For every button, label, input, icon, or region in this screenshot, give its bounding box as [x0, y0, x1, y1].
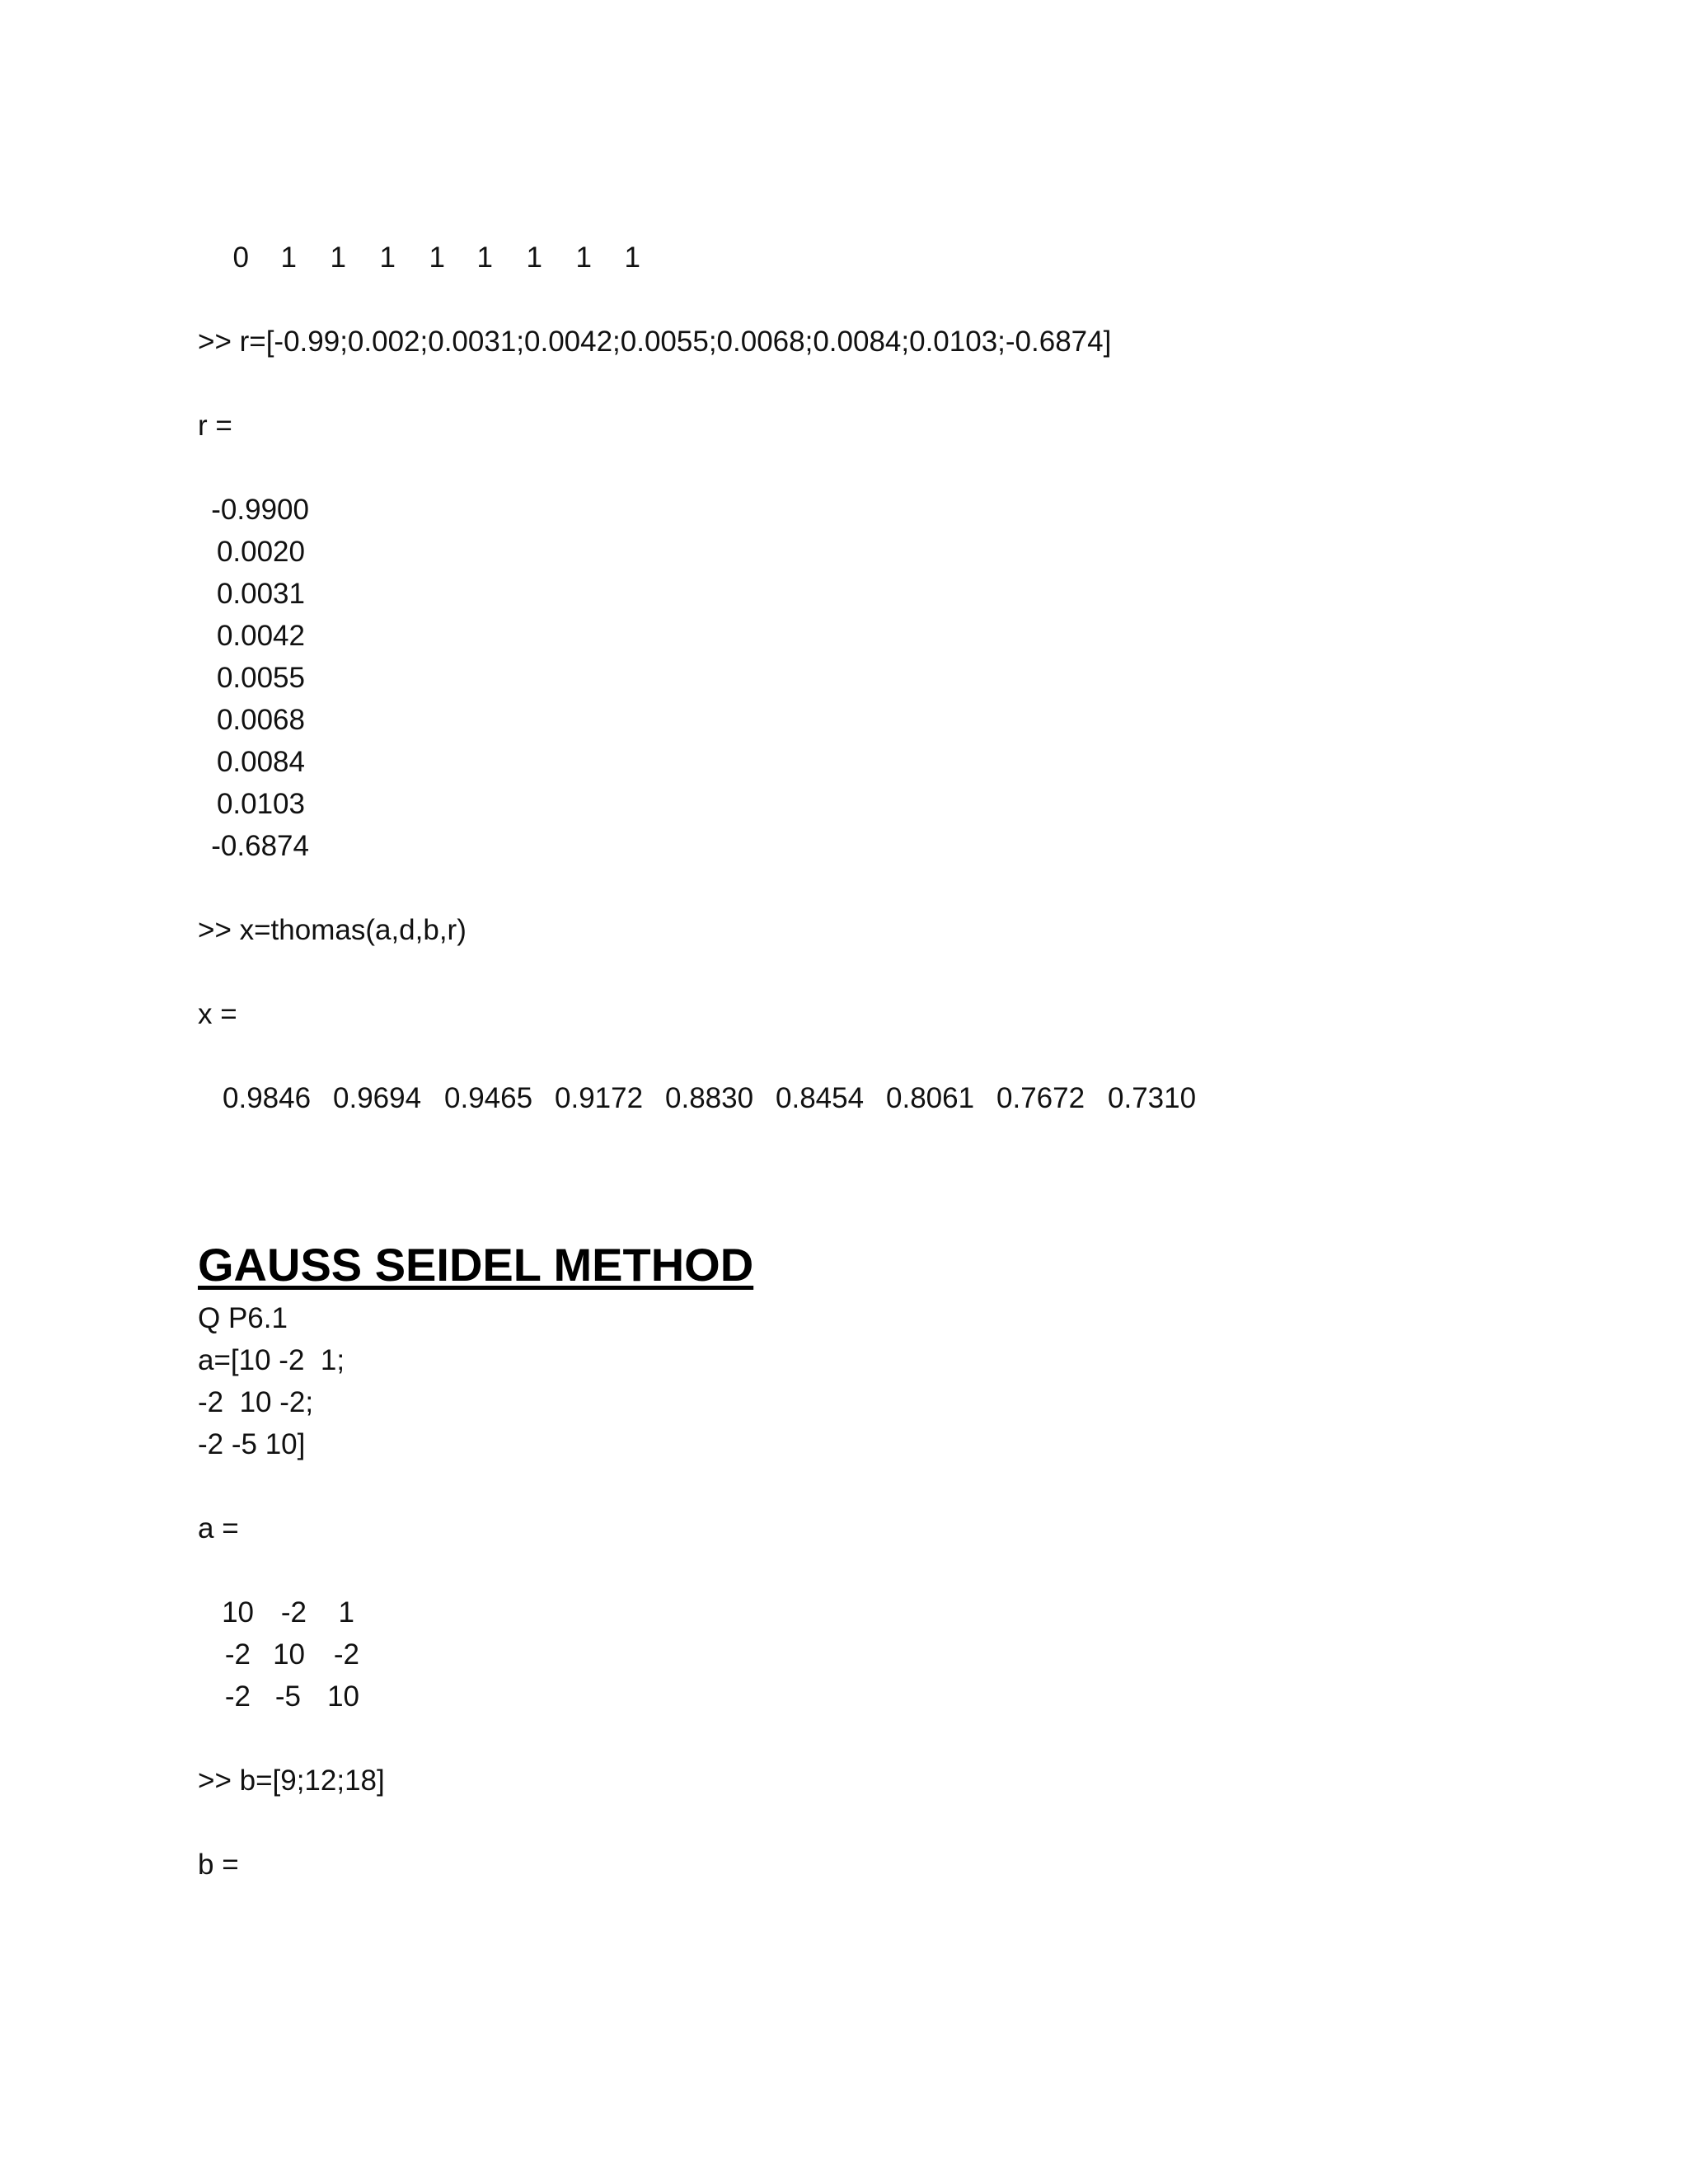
matrix-cell: -2 [224, 1638, 251, 1671]
section-heading: GAUSS SEIDEL METHOD [198, 1239, 754, 1291]
x-value: 0.8061 [886, 1082, 975, 1114]
r-value: 0.0068 [216, 704, 305, 736]
x-value: 0.9172 [555, 1082, 644, 1114]
x-value: 0.9694 [333, 1082, 422, 1114]
x-value: 0.8830 [665, 1082, 754, 1114]
r-value: 0.0020 [216, 536, 305, 568]
matrix-cell: 10 [327, 1680, 359, 1713]
matrix-a-input-line: -2 10 -2; [198, 1386, 314, 1418]
top-vector-value: 1 [280, 241, 297, 274]
r-value: -0.6874 [211, 830, 309, 862]
label-x: x = [198, 998, 237, 1030]
matrix-cell: 1 [338, 1596, 354, 1629]
label-a: a = [198, 1512, 239, 1544]
top-vector-value: 0 [232, 241, 249, 274]
matrix-cell: -2 [224, 1680, 251, 1713]
top-vector-value: 1 [624, 241, 640, 274]
top-vector-value: 1 [476, 241, 493, 274]
r-value: 0.0055 [216, 662, 305, 694]
question-label: Q P6.1 [198, 1302, 288, 1334]
matrix-a-input-line: -2 -5 10] [198, 1428, 306, 1460]
top-vector-value: 1 [526, 241, 542, 274]
x-value: 0.7310 [1108, 1082, 1197, 1114]
top-vector-value: 1 [575, 241, 592, 274]
top-vector-value: 1 [330, 241, 346, 274]
r-value: 0.0103 [216, 788, 305, 820]
x-value: 0.9846 [223, 1082, 312, 1114]
top-vector-value: 1 [379, 241, 396, 274]
matrix-cell: -2 [280, 1596, 307, 1629]
x-value: 0.9465 [444, 1082, 533, 1114]
matrix-a-input-line: a=[10 -2 1; [198, 1344, 345, 1376]
command-r: >> r=[-0.99;0.002;0.0031;0.0042;0.0055;0.0068;0.0084;0.0103;-0.6874] [198, 326, 1112, 358]
command-b: >> b=[9;12;18] [198, 1765, 385, 1797]
matrix-cell: 10 [273, 1638, 305, 1671]
r-value: 0.0042 [216, 620, 305, 652]
r-value: 0.0084 [216, 746, 305, 778]
command-x: >> x=thomas(a,d,b,r) [198, 914, 467, 946]
label-r: r = [198, 410, 232, 442]
matrix-cell: -5 [274, 1680, 301, 1713]
top-vector-value: 1 [429, 241, 445, 274]
x-value: 0.7672 [996, 1082, 1085, 1114]
x-value: 0.8454 [776, 1082, 865, 1114]
r-value: -0.9900 [211, 494, 309, 526]
matrix-cell: -2 [333, 1638, 359, 1671]
r-value: 0.0031 [216, 578, 305, 610]
matrix-cell: 10 [222, 1596, 254, 1629]
label-b: b = [198, 1849, 239, 1881]
